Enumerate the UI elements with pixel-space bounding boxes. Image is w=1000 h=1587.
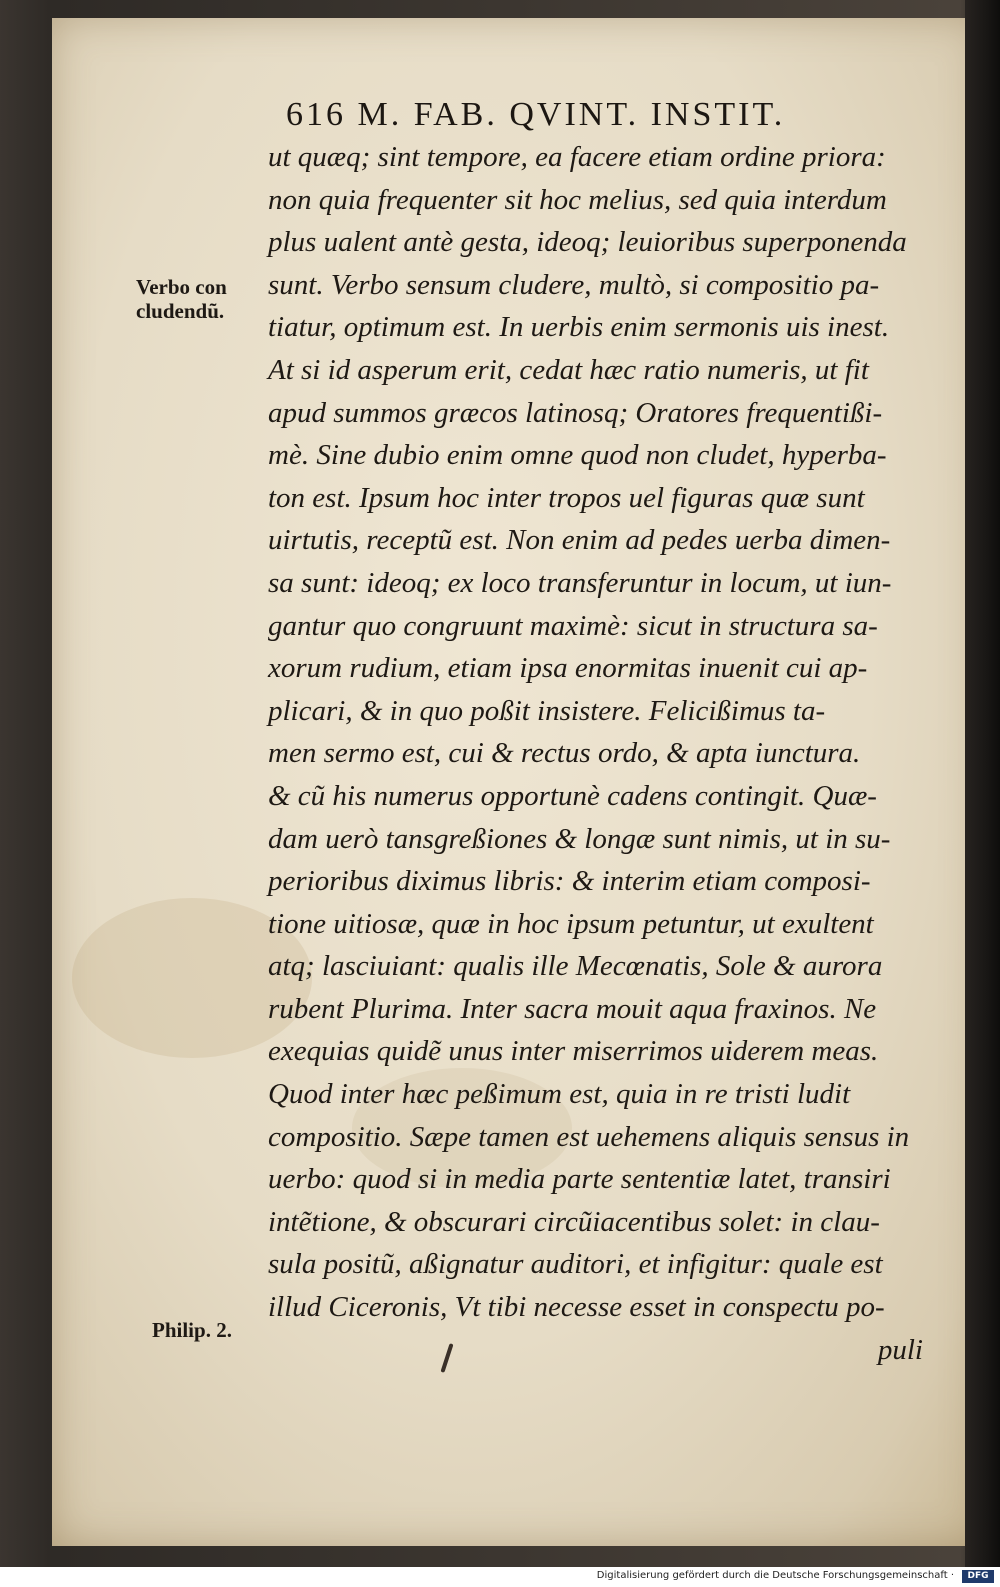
text-line: plicari, & in quo poßit insistere. Felicißimus ta- bbox=[268, 694, 826, 727]
text-line: xorum rudium, etiam ipsa enormitas inuenit cui ap- bbox=[268, 652, 868, 685]
footer-bar bbox=[0, 1567, 1000, 1587]
text-line: ton est. Ipsum hoc inter tropos uel figuras quæ sunt bbox=[268, 481, 865, 514]
text-line: uirtutis, receptũ est. Non enim ad pedes uerba dimen- bbox=[268, 524, 891, 557]
text-line: sa sunt: ideoq; ex loco transferuntur in locum, ut iun- bbox=[268, 566, 892, 599]
funding-notice: Digitalisierung gefördert durch die Deutsche Forschungsgemeinschaft · bbox=[596, 1570, 954, 1581]
book-edge bbox=[965, 0, 1000, 1587]
text-line: exequias quidẽ unus inter miserrimos uiderem meas. bbox=[268, 1035, 879, 1068]
text-line: uerbo: quod si in media parte sententiæ latet, transiri bbox=[268, 1163, 891, 1196]
text-line: rubent Plurima. Inter sacra mouit aqua fraxinos. Ne bbox=[268, 992, 877, 1025]
dfg-logo: DFG bbox=[962, 1570, 994, 1583]
text-line: non quia frequenter sit hoc melius, sed quia interdum bbox=[268, 183, 887, 216]
marginal-note-line: Verbo con bbox=[136, 275, 227, 299]
text-line: sunt. Verbo sensum cludere, multò, si compositio pa- bbox=[268, 268, 880, 301]
text-line: apud summos græcos latinosq; Oratores frequentißi- bbox=[268, 396, 883, 429]
text-line: tione uitiosæ, quæ in hoc ipsum petuntur, ut exultent bbox=[268, 907, 874, 940]
text-line: atq; lasciuiant: qualis ille Mecœnatis, Sole & aurora bbox=[268, 950, 883, 983]
text-line: dam uerò tansgreßiones & longæ sunt nimis, ut in su- bbox=[268, 822, 891, 855]
text-line: tiatur, optimum est. In uerbis enim sermonis uis inest. bbox=[268, 311, 890, 344]
text-line: sula positũ, aßignatur auditori, et infigitur: quale est bbox=[268, 1248, 883, 1281]
text-line: At si id asperum erit, cedat hæc ratio numeris, ut fit bbox=[268, 353, 869, 386]
marginal-note-line: cludendũ. bbox=[136, 299, 225, 323]
text-line: plus ualent antè gesta, ideoq; leuioribus superponenda bbox=[268, 226, 907, 259]
text-line: Quod inter hæc peßimum est, quia in re tristi ludit bbox=[268, 1078, 851, 1111]
body-text bbox=[268, 136, 943, 1371]
text-line: men sermo est, cui & rectus ordo, & apta iunctura. bbox=[268, 737, 861, 770]
running-header: 616 M. FAB. QVINT. INSTIT. bbox=[286, 96, 786, 133]
text-line: & cũ his numerus opportunè cadens contingit. Quæ- bbox=[268, 779, 877, 812]
text-line: intẽtione, & obscurari circũiacentibus solet: in clau- bbox=[268, 1205, 880, 1238]
text-line: mè. Sine dubio enim omne quod non cludet, hyperba- bbox=[268, 439, 887, 472]
text-line: perioribus diximus libris: & interim etiam composi- bbox=[268, 865, 871, 898]
text-line: compositio. Sæpe tamen est uehemens aliquis sensus in bbox=[268, 1120, 910, 1153]
marginal-note-verbo bbox=[136, 275, 227, 323]
text-line: illud Ciceronis, Vt tibi necesse esset in conspectu po- bbox=[268, 1291, 885, 1324]
marginal-note-philipp: Philip. 2. bbox=[152, 1318, 232, 1342]
catchword: puli bbox=[877, 1333, 923, 1366]
text-line: gantur quo congruunt maximè: sicut in structura sa- bbox=[268, 609, 878, 642]
text-line: ut quæq; sint tempore, ea facere etiam ordine priora: bbox=[268, 141, 886, 173]
